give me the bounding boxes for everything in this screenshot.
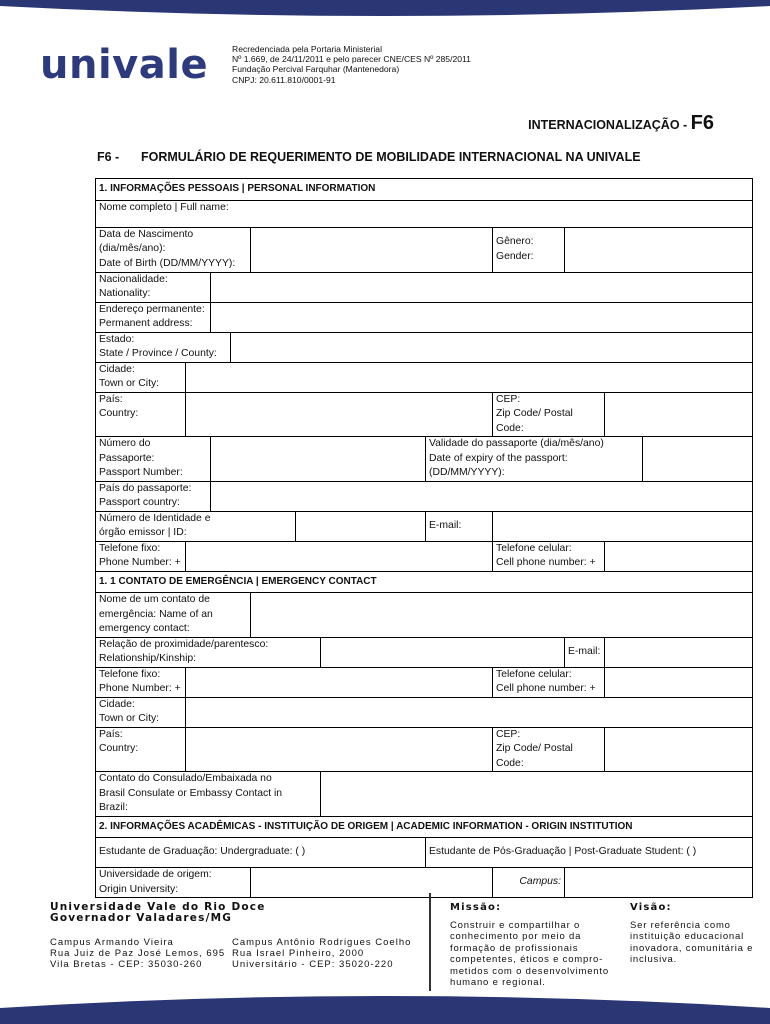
passport-label: Número do Passaporte: Passport Number: [96,437,211,482]
emergency-name-label: Nome de um contato de emergência: Name of an emergency contact: [96,593,251,638]
cell-label: Telefone celular: Cell phone number: + [493,541,605,571]
footer-institution [50,902,266,924]
relationship-input[interactable] [321,637,565,667]
emergency-phone-label: Telefone fixo: Phone Number: + [96,667,186,697]
country-label: País: Country: [96,392,186,437]
birth-date-label: Data de Nascimento (dia/mês/ano): Date of Birth (DD/MM/YYYY): [96,227,251,272]
id-label: Número de Identidade e órgão emissor | ID: [96,511,296,541]
gender-label: Gênero: Gender: [493,227,565,272]
footer-address-campus-2: Campus Antônio Rodrigues Coelho Rua Israel Pinheiro, 2000 Universitário - CEP: 35020-220 [232,937,412,971]
emergency-city-label: Cidade: Town or City: [96,697,186,727]
section-label [528,112,714,135]
consulate-input[interactable] [321,772,753,817]
state-input[interactable] [231,332,753,362]
mission-title: Missão: [450,902,502,913]
emergency-cell-input[interactable] [605,667,753,697]
address-input[interactable] [211,302,753,332]
phone-input[interactable] [186,541,493,571]
emergency-zip-label: CEP: Zip Code/ Postal Code: [493,727,605,772]
bottom-band [0,980,770,1024]
phone-label: Telefone fixo: Phone Number: + [96,541,186,571]
postgraduate-option[interactable]: Estudante de Pós-Graduação | Post-Graduate Student: ( ) [426,838,753,868]
form-title [97,150,641,164]
footer-divider [429,893,431,991]
city-label: Cidade: Town or City: [96,362,186,392]
cell-input[interactable] [605,541,753,571]
section-emergency: 1. 1 CONTATO DE EMERGÊNCIA | EMERGENCY CONTACT [96,571,753,593]
consulate-label: Contato do Consulado/Embaixada no Brasil Consulate or Embassy Contact in Brazil: [96,772,321,817]
section-personal: 1. INFORMAÇÕES PESSOAIS | PERSONAL INFORMATION [96,179,753,201]
section-academic: 2. INFORMAÇÕES ACADÊMICAS - INSTITUIÇÃO DE ORIGEM | ACADEMIC INFORMATION - ORIGIN INSTITUTION [96,816,753,838]
vision-title: Visão: [630,902,672,913]
vision-text: Ser referência como instituição educacional inovadora, comunitária e inclusiva. [630,919,754,965]
passport-country-label: País do passaporte: Passport country: [96,481,211,511]
form-title-code: F6 - [97,150,120,164]
nationality-input[interactable] [211,272,753,302]
zip-label: CEP: Zip Code/ Postal Code: [493,392,605,437]
zip-input[interactable] [605,392,753,437]
email-input[interactable] [493,511,753,541]
id-input[interactable] [296,511,426,541]
emergency-email-label: E-mail: [565,637,605,667]
gender-input[interactable] [565,227,753,272]
top-band [0,0,770,22]
undergraduate-option[interactable]: Estudante de Graduação: Undergraduate: ( ) [96,838,426,868]
passport-country-input[interactable] [211,481,753,511]
emergency-city-input[interactable] [186,697,753,727]
emergency-phone-input[interactable] [186,667,493,697]
footer-inst-city: Governador Valadares/MG [50,912,233,924]
email-label: E-mail: [426,511,493,541]
city-input[interactable] [186,362,753,392]
passport-expiry-label: Validade do passaporte (dia/mês/ano) Date of expiry of the passport: (DD/MM/YYYY): [426,437,643,482]
mobility-form-table [95,178,753,898]
origin-university-input[interactable] [251,868,493,898]
footer-mission [450,902,620,989]
full-name-label: Nome completo | Full name: [99,201,229,213]
form-code: F6 [690,112,714,134]
emergency-name-input[interactable] [251,593,753,638]
emergency-zip-input[interactable] [605,727,753,772]
section-label-text: INTERNACIONALIZAÇÃO - [528,118,691,132]
footer-inst-name: Universidade Vale do Rio Doce [50,901,266,913]
nationality-label: Nacionalidade: Nationality: [96,272,211,302]
accreditation-text: Recredenciada pela Portaria Ministerial Nº 1.669, de 24/11/2011 e pelo parecer CNE/CES Nº 285/2011 Fundação Percival Farquhar (Mantenedora) CNPJ: 20.611.810/0001-91 [232,44,471,85]
address-label: Endereço permanente: Permanent address: [96,302,211,332]
state-label: Estado: State / Province / County: [96,332,231,362]
country-input[interactable] [186,392,493,437]
campus-label: Campus: [493,868,565,898]
emergency-email-input[interactable] [605,637,753,667]
origin-university-label: Universidade de origem: Origin University: [96,868,251,898]
form-title-text: FORMULÁRIO DE REQUERIMENTO DE MOBILIDADE INTERNACIONAL NA UNIVALE [141,150,641,164]
campus-input[interactable] [565,868,753,898]
birth-date-input[interactable] [251,227,493,272]
mission-text: Construir e compartilhar o conhecimento por meio da formação de profissionais competentes, éticos e compro-metidos com o desenvolvimento humano e regional. [450,919,609,988]
footer-vision [630,902,760,966]
univale-logo: univale [40,42,209,88]
relationship-label: Relação de proximidade/parentesco: Relationship/Kinship: [96,637,321,667]
emergency-cell-label: Telefone celular: Cell phone number: + [493,667,605,697]
full-name-field[interactable] [96,200,753,227]
footer-address-campus-1: Campus Armando Vieira Rua Juiz de Paz José Lemos, 695 Vila Bretas - CEP: 35030-260 [50,937,226,971]
emergency-country-input[interactable] [186,727,493,772]
passport-input[interactable] [211,437,426,482]
emergency-country-label: País: Country: [96,727,186,772]
passport-expiry-input[interactable] [643,437,753,482]
